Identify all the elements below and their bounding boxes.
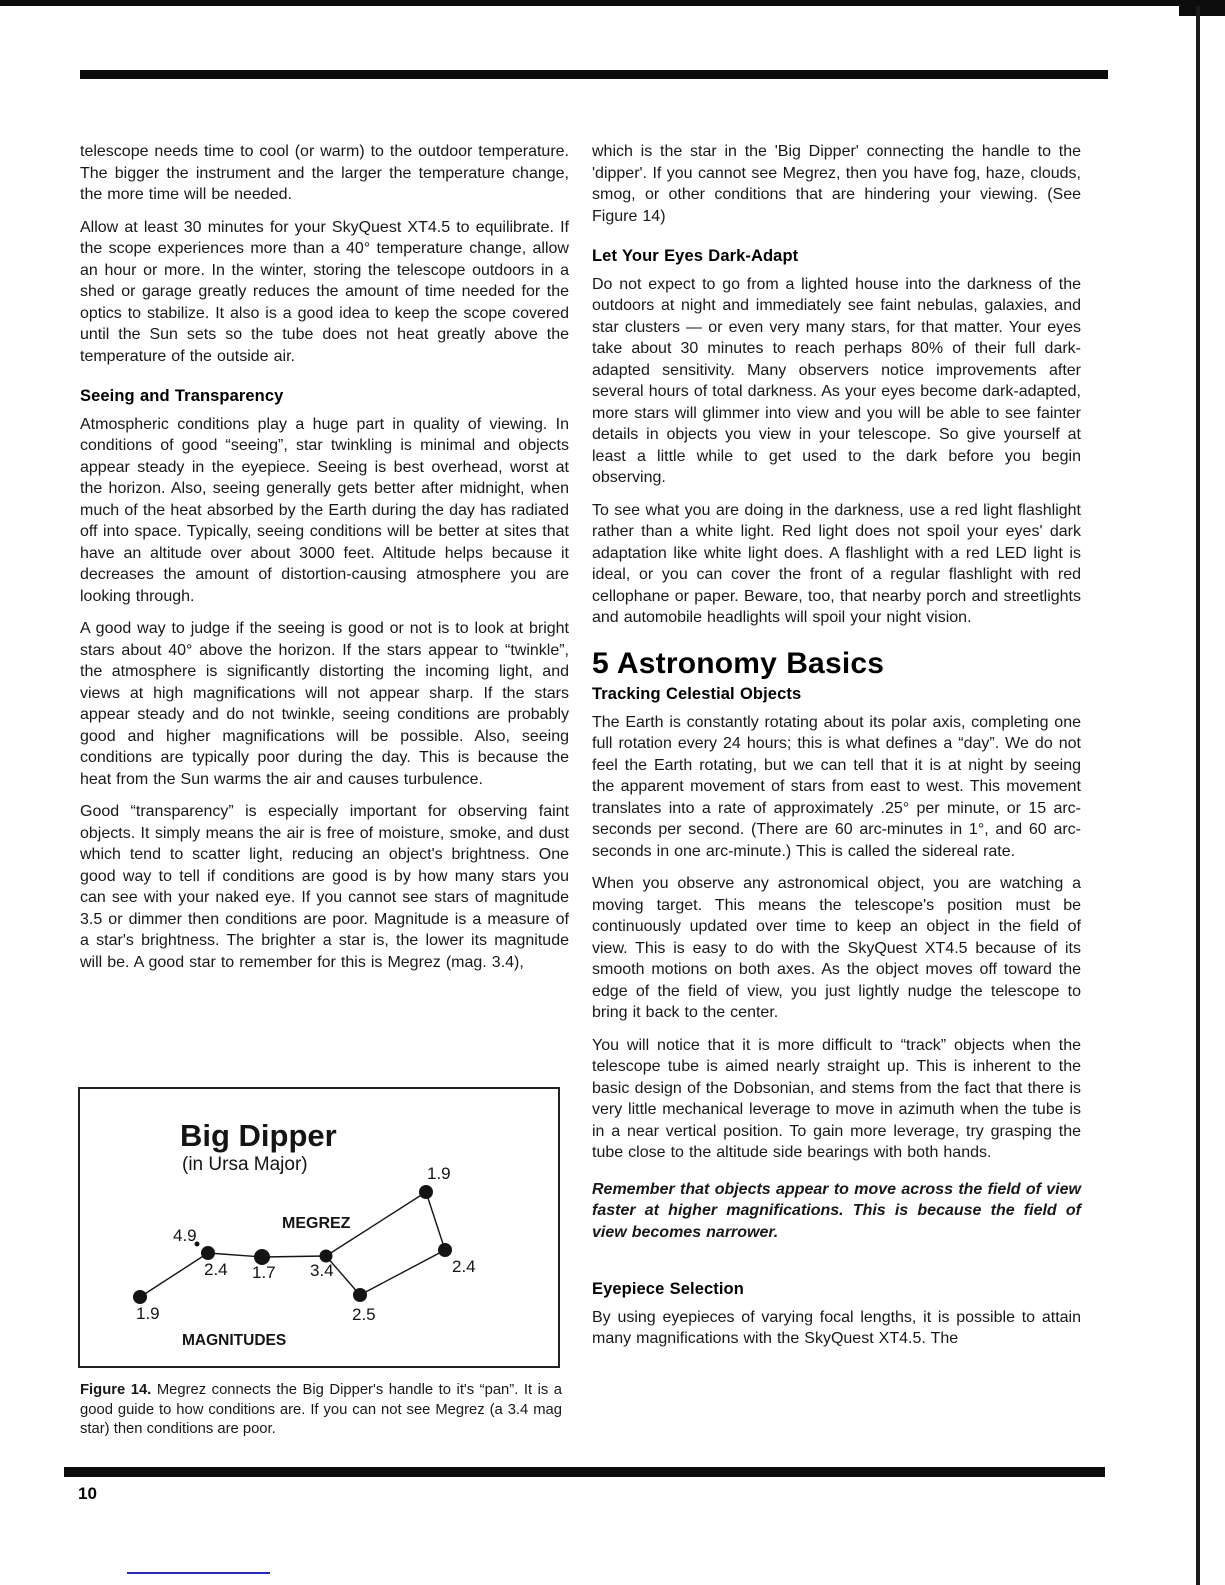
heading-tracking-objects: Tracking Celestial Objects — [592, 685, 802, 703]
heading-dark-adapt: Let Your Eyes Dark-Adapt — [592, 247, 799, 265]
constellation-graphic — [133, 1164, 476, 1324]
heading-astronomy-basics: 5 Astronomy Basics — [592, 646, 885, 680]
star-magnitude-label: 2.5 — [352, 1305, 376, 1324]
left-column — [80, 141, 569, 984]
constellation-line — [360, 1250, 445, 1295]
paragraph-atmospheric: Atmospheric conditions play a huge part in quality of viewing. In conditions of good “seeing”, star twinkling is minimal and objects appear steady in the eyepiece. Seeing is best overhead, worst at the horizon. Also, seeing generally gets better after midnight, when much of the heat absorbed by the Earth during the day has radiated off into space. Typically, seeing conditions will be better at sites that have an altitude over about 3000 feet. Altitude helps because it decreases the amount of distortion-causing atmosphere you are looking through. — [80, 415, 569, 605]
star-magnitude-label: 2.4 — [452, 1257, 476, 1276]
star-dot — [438, 1243, 452, 1257]
figure-14-big-dipper — [78, 1087, 560, 1368]
top-edge-bar — [0, 0, 1225, 6]
star-magnitude-label: 4.9 — [173, 1226, 197, 1245]
magnitudes-label: MAGNITUDES — [182, 1332, 287, 1349]
star-magnitude-label: 3.4 — [310, 1261, 334, 1280]
paragraph-dark-adapt: Do not expect to go from a lighted house into the darkness of the outdoors at night and immediately see faint nebulas, galaxies, and star clusters — or even very many stars, for that matter. Your eyes take about 30 minutes to reach perhaps 80% of their full dark-adapted sensitivity. Many observers notice improvements after several hours of total darkness. As your eyes become dark-adapted, more stars will glimmer into view and you will be able to see fainter details in objects you view in your telescope. So give yourself at least a little while to get used to the dark before you begin observing. — [592, 275, 1081, 486]
right-edge-scan-line — [1196, 6, 1200, 1585]
header-rule — [80, 70, 1108, 79]
big-dipper-svg — [80, 1089, 558, 1366]
paragraph-transparency: Good “transparency” is especially important for observing faint objects. It simply means the air is free of moisture, smoke, and dust which tend to scatter light, reducing an object's brightness. One good way to tell if conditions are good is by how many stars you can see with your naked eye. If you cannot see stars of magnitude 3.5 or dimmer then conditions are poor. Magnitude is a measure of a star's brightness. The brighter a star is, the lower its magnitude will be. A good star to remember for this is Megrez (mag. 3.4), — [80, 803, 569, 971]
star-dot — [133, 1290, 147, 1304]
corner-scan-artifact — [1179, 0, 1225, 16]
paragraph-judge-seeing: A good way to judge if the seeing is good or not is to look at bright stars about 40° above the horizon. If the stars appear to “twinkle”, the atmosphere is significantly distorting the incoming light, and views at high magnifications will not appear sharp. If the stars appear steady and do not twinkle, seeing conditions are probably good and higher magnifications will be possible. Also, seeing conditions are typically poor during the day. This is because the heat from the Sun warms the air and causes turbulence. — [80, 620, 569, 788]
star-dot — [419, 1185, 433, 1199]
paragraph-equilibrate: Allow at least 30 minutes for your SkyQuest XT4.5 to equilibrate. If the scope experiences more than a 40° temperature change, allow an hour or more. In the winter, storing the telescope outdoors in a shed or garage greatly reduces the amount of time needed for the optics to stabilize. It also is a good idea to keep the scope covered until the Sun sets so the tube does not heat greatly above the temperature of the outside air. — [80, 218, 569, 365]
paragraph-earth-rotation: The Earth is constantly rotating about its polar axis, completing one full rotation every 24 hours; this is what defines a “day”. We do not feel the Earth rotating, but we can tell that it is at night by seeing the apparent movement of stars from east to west. This movement translates into a rate of approximately .25° per minute, or 15 arc-seconds per second. (There are 60 arc-minutes in 1°, and 60 arc-seconds in one arc-minute.) This is called the sidereal rate. — [592, 713, 1081, 860]
megrez-label: MEGREZ — [282, 1215, 351, 1232]
footer-rule — [64, 1467, 1105, 1477]
paragraph-cooling: telescope needs time to cool (or warm) to the outdoor temperature. The bigger the instrument and the larger the temperature change, the more time will be needed. — [80, 143, 569, 203]
figure-14-caption — [80, 1381, 562, 1440]
paragraph-red-light: To see what you are doing in the darkness, use a red light flashlight rather than a white light. Red light does not spoil your eyes' dark adaptation like white light does. A flashlight with a red LED light is ideal, or you can cover the front of a regular flashlight with red cellophane or paper. Beware, too, that nearby porch and streetlights and automobile headlights will spoil your night vision. — [592, 501, 1081, 626]
constellation-line — [262, 1256, 326, 1257]
right-column — [592, 141, 1081, 1361]
heading-seeing-transparency: Seeing and Transparency — [80, 387, 284, 405]
caption-text: Megrez connects the Big Dipper's handle to it's “pan”. It is a good guide to how conditions are. If you can not see Megrez (a 3.4 mag star) then conditions are poor. — [80, 1382, 562, 1437]
paragraph-track-difficulty: You will notice that it is more difficult to “track” objects when the telescope tube is aimed nearly straight up. This is inherent to the basic design of the Dobsonian, and stems from the fact that there is very little mechanical leverage to move in azimuth when the tube is in a near vertical position. To gain more leverage, try grasping the tube close to the altitude side bearings with both hands. — [592, 1036, 1081, 1161]
bottom-blue-line — [127, 1572, 270, 1574]
constellation-line — [208, 1253, 262, 1257]
figure-title: Big Dipper — [180, 1118, 337, 1153]
caption-label: Figure 14. — [80, 1382, 152, 1398]
constellation-line — [140, 1253, 208, 1297]
paragraph-moving-target: When you observe any astronomical object, you are watching a moving target. This means the telescope's position must be continuously updated over time to keep an object in the field of view. This is easy to do with the SkyQuest XT4.5 because of its smooth motions on both axes. As the object moves off toward the edge of the field of view, you just lightly nudge the telescope to bring it back to the center. — [592, 875, 1081, 1021]
page-number: 10 — [78, 1484, 97, 1503]
paragraph-eyepieces: By using eyepieces of varying focal lengths, it is possible to attain many magnifications with the SkyQuest XT4.5. The — [592, 1308, 1081, 1347]
star-magnitude-label: 2.4 — [204, 1260, 228, 1279]
heading-eyepiece-selection: Eyepiece Selection — [592, 1280, 744, 1298]
star-magnitude-label: 1.9 — [136, 1304, 160, 1323]
constellation-line — [426, 1192, 445, 1250]
figure-subtitle: (in Ursa Major) — [182, 1154, 308, 1175]
star-dot — [353, 1288, 367, 1302]
star-magnitude-label: 1.9 — [427, 1164, 451, 1183]
paragraph-remember-note: Remember that objects appear to move across the field of view faster at higher magnifications. This is because the field of view becomes narrower. — [592, 1180, 1081, 1241]
star-magnitude-label: 1.7 — [252, 1263, 276, 1282]
star-dot — [201, 1246, 215, 1260]
paragraph-megrez-continued: which is the star in the 'Big Dipper' connecting the handle to the 'dipper'. If you cannot see Megrez, then you have fog, haze, clouds, smog, or other conditions that are hindering your viewing. (See Figure 14) — [592, 143, 1081, 225]
